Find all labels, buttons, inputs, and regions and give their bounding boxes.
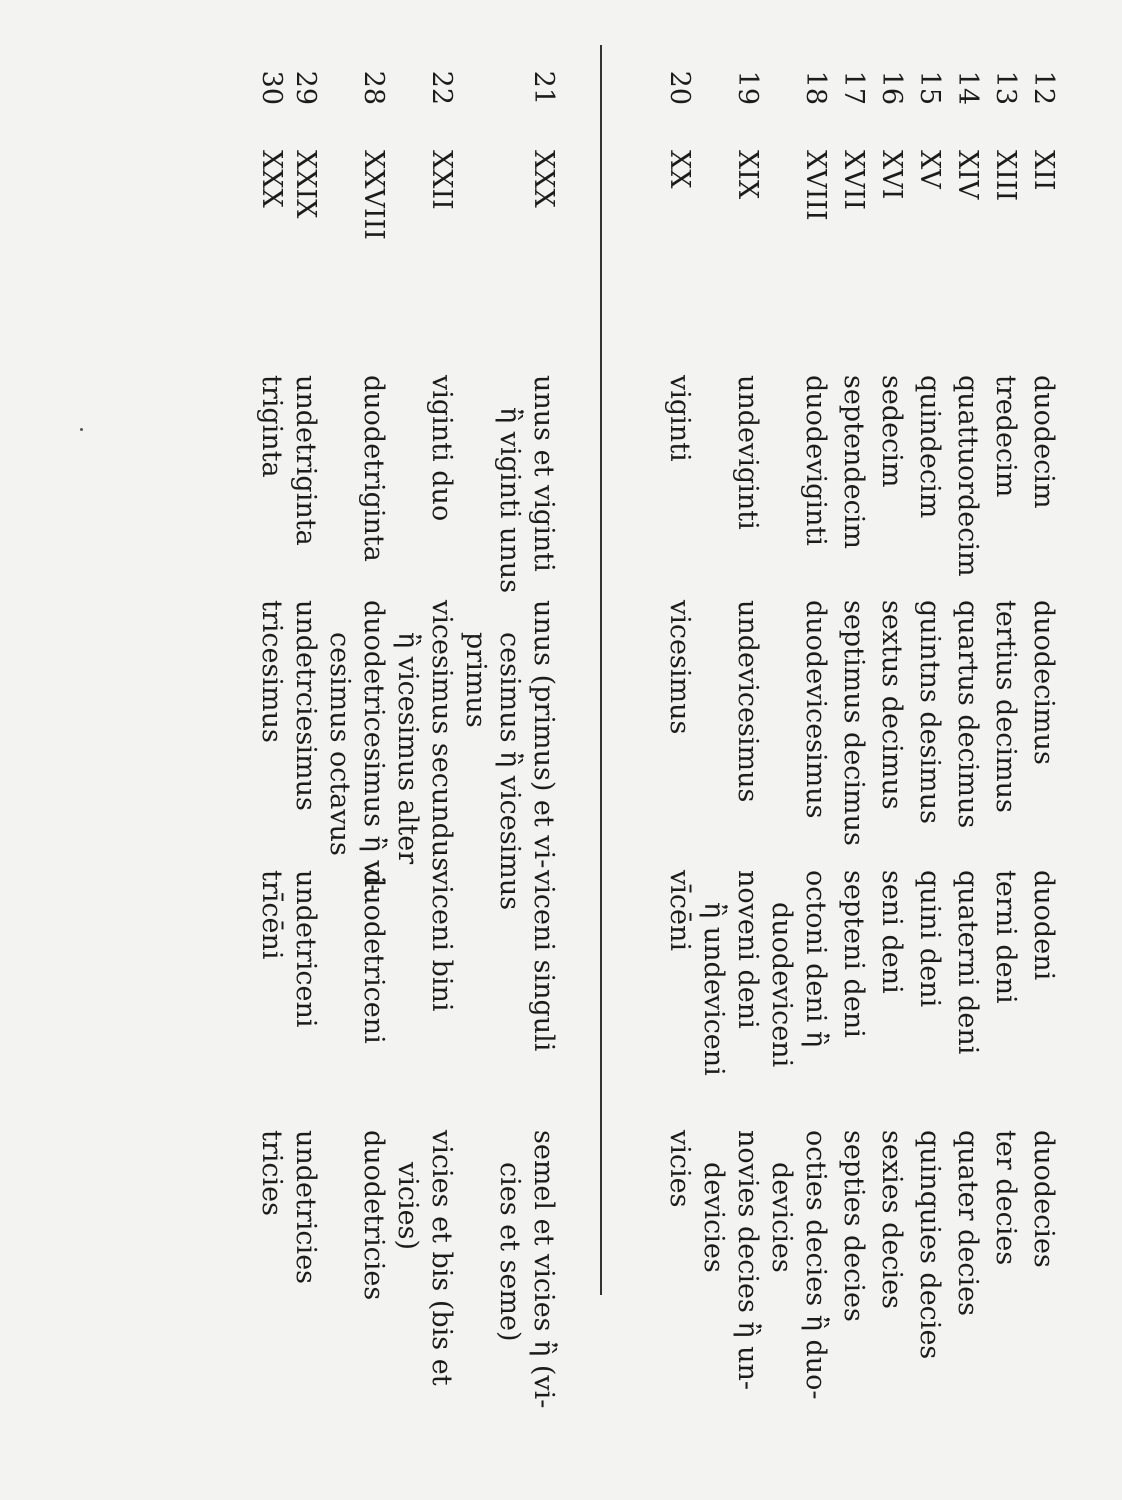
- cardinal-cell-line: viginti: [664, 375, 695, 462]
- ordinal-cell: [798, 600, 832, 819]
- ordinal-cell-line: vicesimus secundus: [426, 600, 457, 872]
- roman-numeral: XII: [1028, 150, 1059, 191]
- adverb-cell-line: semel et vicies ἢ (vi-: [528, 1130, 559, 1409]
- adverb-cell-line: octies decies ἢ duo-: [800, 1130, 831, 1400]
- rotated-numeral-table: [160, 45, 1060, 1425]
- distributive-cell-line: viceni bini: [426, 870, 457, 1012]
- cardinal-cell-line: septendecim: [838, 375, 869, 549]
- roman-numeral: XVI: [876, 150, 907, 200]
- adverb-cell-line: vicies et bis (bis et: [426, 1130, 457, 1386]
- row-number: 22: [426, 70, 457, 105]
- distributive-cell-line: viceni singuli: [528, 870, 559, 1052]
- ordinal-cell: [254, 600, 288, 743]
- adverb-cell-line: duodetricies: [358, 1130, 389, 1301]
- distributive-cell: [1026, 870, 1060, 980]
- cardinal-cell-line: undeviginti: [732, 375, 763, 530]
- cardinal-cell-line: ἢ viginti unus: [494, 407, 525, 594]
- distributive-cell: [874, 870, 908, 994]
- ordinal-cell: [458, 600, 560, 910]
- adverb-cell: [356, 1130, 390, 1300]
- row-number: 19: [732, 70, 763, 105]
- ordinal-cell-line: unus (primus) et vi-: [528, 600, 559, 869]
- ordinal-cell-line: undevicesimus: [732, 600, 763, 803]
- row-number: 30: [256, 70, 287, 105]
- cardinal-cell-line: sedecim: [876, 375, 907, 488]
- adverb-cell-line: duodecies: [1028, 1130, 1059, 1268]
- ordinal-cell: [836, 600, 870, 846]
- roman-numeral: XV: [914, 150, 945, 189]
- ordinal-cell-line: septimus decimus: [838, 600, 869, 846]
- distributive-cell-line: vīcēni: [664, 870, 695, 952]
- distributive-cell-line: noveni deni: [732, 870, 763, 1029]
- distributive-cell-line: seni deni: [876, 870, 907, 994]
- cardinal-cell-line: unus et viginti: [528, 375, 559, 572]
- ordinal-cell: [874, 600, 908, 810]
- cardinal-cell: [492, 375, 560, 593]
- roman-numeral: XXII: [426, 150, 457, 210]
- row-number: 15: [914, 70, 945, 105]
- cardinal-cell: [730, 375, 764, 530]
- distributive-cell-line: trīcēni: [256, 870, 287, 960]
- distributive-cell: [988, 870, 1022, 1004]
- cardinal-cell: [356, 375, 390, 562]
- ordinal-cell-line: duodecimus: [1028, 600, 1059, 765]
- ordinal-cell-line: sextus decimus: [876, 600, 907, 810]
- cardinal-cell: [874, 375, 908, 487]
- row-number: 13: [990, 70, 1021, 105]
- cardinal-cell: [912, 375, 946, 518]
- roman-numeral: XIII: [990, 150, 1021, 202]
- ordinal-cell-line: cesimus ἢ vicesimus: [494, 632, 525, 911]
- distributive-cell: [254, 870, 288, 960]
- adverb-cell: [1026, 1130, 1060, 1268]
- adverb-cell: [874, 1130, 908, 1309]
- cardinal-cell: [950, 375, 984, 577]
- roman-numeral: XXX: [528, 150, 559, 208]
- ordinal-cell-line: vicesimus: [664, 600, 695, 735]
- cardinal-cell: [798, 375, 832, 546]
- distributive-cell-line: septeni deni: [838, 870, 869, 1038]
- ordinal-cell: [912, 600, 946, 824]
- ordinal-cell-line: duodevicesimus: [800, 600, 831, 819]
- adverb-cell-line: undetricies: [290, 1130, 321, 1285]
- ordinal-cell-line: tertius decimus: [990, 600, 1021, 813]
- ordinal-cell: [950, 600, 984, 828]
- distributive-cell: [526, 870, 560, 1051]
- row-number: 16: [876, 70, 907, 105]
- row-number: 20: [664, 70, 695, 105]
- row-number: 29: [290, 70, 321, 105]
- adverb-cell-line: devicies: [698, 1162, 729, 1273]
- cardinal-cell-line: duodeviginti: [800, 375, 831, 546]
- ink-speck: [80, 428, 83, 431]
- ordinal-cell: [390, 600, 458, 871]
- distributive-cell: [764, 870, 832, 1067]
- adverb-cell: [390, 1130, 458, 1386]
- adverb-cell-line: tricies: [256, 1130, 287, 1216]
- adverb-cell-line: vicies): [392, 1162, 423, 1251]
- row-number: 17: [838, 70, 869, 105]
- distributive-cell-line: duodetriceni: [358, 870, 389, 1044]
- distributive-cell: [662, 870, 696, 951]
- adverb-cell-line: sexies decies: [876, 1130, 907, 1309]
- distributive-cell-line: terni deni: [990, 870, 1021, 1004]
- adverb-cell: [988, 1130, 1022, 1265]
- distributive-cell-line: octoni deni ἢ: [800, 870, 831, 1048]
- distributive-cell: [836, 870, 870, 1038]
- distributive-cell: [950, 870, 984, 1054]
- cardinal-cell: [836, 375, 870, 549]
- adverb-cell-line: devicies: [766, 1162, 797, 1273]
- roman-numeral: XXIX: [290, 150, 321, 219]
- row-number: 21: [528, 70, 559, 105]
- distributive-cell-line: duodeni: [1028, 870, 1059, 981]
- adverb-cell-line: septies decies: [838, 1130, 869, 1322]
- roman-numeral: XX: [664, 150, 695, 189]
- adverb-cell-line: quater decies: [952, 1130, 983, 1316]
- adverb-cell: [288, 1130, 322, 1284]
- ordinal-cell-line: guintns desimus: [914, 600, 945, 824]
- ordinal-cell-line: cesimus octavus: [324, 632, 355, 856]
- cardinal-cell: [662, 375, 696, 462]
- adverb-cell: [662, 1130, 696, 1207]
- ordinal-cell-line: tricesimus: [256, 600, 287, 743]
- adverb-cell: [492, 1130, 560, 1408]
- cardinal-cell-line: undetriginta: [290, 375, 321, 546]
- ordinal-cell: [988, 600, 1022, 813]
- ordinal-cell-line: undetrciesimus: [290, 600, 321, 811]
- distributive-cell-line: duodeviceni: [766, 902, 797, 1068]
- ordinal-cell: [730, 600, 764, 802]
- adverb-cell-line: novies decies ἢ un-: [732, 1130, 763, 1391]
- distributive-cell: [288, 870, 322, 1028]
- ordinal-cell: [288, 600, 322, 811]
- roman-numeral: XVII: [838, 150, 869, 211]
- row-number: 12: [1028, 70, 1059, 105]
- ordinal-cell-line: primus: [460, 632, 491, 728]
- cardinal-cell-line: quindecim: [914, 375, 945, 519]
- roman-numeral: XVIII: [800, 150, 831, 221]
- adverb-cell-line: ter decies: [990, 1130, 1021, 1266]
- cardinal-cell: [424, 375, 458, 521]
- row-number: 28: [358, 70, 389, 105]
- roman-numeral: XXX: [256, 150, 287, 208]
- distributive-cell: [356, 870, 390, 1044]
- section-divider: [601, 45, 603, 1295]
- cardinal-cell-line: tredecim: [990, 375, 1021, 498]
- distributive-cell-line: quini deni: [914, 870, 945, 1008]
- adverb-cell: [912, 1130, 946, 1359]
- roman-numeral: XXVIII: [358, 150, 389, 240]
- adverb-cell: [836, 1130, 870, 1322]
- distributive-cell: [912, 870, 946, 1007]
- ordinal-cell: [662, 600, 696, 734]
- cardinal-cell: [988, 375, 1022, 497]
- ordinal-cell: [322, 600, 390, 893]
- adverb-cell: [950, 1130, 984, 1316]
- distributive-cell-line: undetriceni: [290, 870, 321, 1028]
- distributive-cell: [696, 870, 764, 1076]
- distributive-cell-line: ἢ undeviceni: [698, 902, 729, 1076]
- cardinal-cell: [254, 375, 288, 478]
- cardinal-cell-line: duodecim: [1028, 375, 1059, 509]
- ordinal-cell-line: quartus decimus: [952, 600, 983, 829]
- adverb-cell-line: cies et seme): [494, 1162, 525, 1342]
- row-number: 14: [952, 70, 983, 105]
- adverb-cell: [254, 1130, 288, 1216]
- cardinal-cell-line: viginti duo: [426, 375, 457, 522]
- roman-numeral: XIX: [732, 150, 763, 200]
- adverb-cell: [764, 1130, 832, 1400]
- ordinal-cell: [1026, 600, 1060, 765]
- adverb-cell-line: vicies: [664, 1130, 695, 1208]
- cardinal-cell: [288, 375, 322, 546]
- ordinal-cell-line: duodetricesimus ἢ vi-: [358, 600, 389, 894]
- roman-numeral: XIV: [952, 150, 983, 200]
- row-number: 18: [800, 70, 831, 105]
- cardinal-cell-line: quattuordecim: [952, 375, 983, 577]
- ordinal-cell-line: ἢ vicesimus alter: [392, 632, 423, 865]
- adverb-cell: [696, 1130, 764, 1390]
- cardinal-cell: [1026, 375, 1060, 509]
- cardinal-cell-line: duodetriginta: [358, 375, 389, 562]
- distributive-cell-line: quaterni deni: [952, 870, 983, 1055]
- adverb-cell-line: quinquies decies: [914, 1130, 945, 1360]
- cardinal-cell-line: triginta: [256, 375, 287, 478]
- distributive-cell: [424, 870, 458, 1012]
